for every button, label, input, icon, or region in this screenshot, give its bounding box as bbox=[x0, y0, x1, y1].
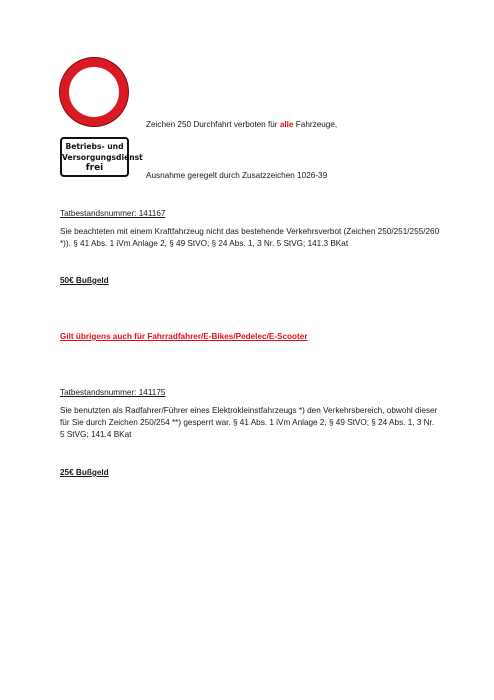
zusatz-line-3: frei bbox=[85, 163, 104, 173]
caption-prefix: Zeichen 250 Durchfahrt verboten für bbox=[146, 120, 280, 129]
offense-2-description: Sie benutzten als Radfahrer/Führer eines Elektrokleinstfahrzeugs *) den Verkehrsbereich, obwohl dieser für Sie durch Zeichen 250/254 **) gesperrt war. § 41 Abs. 1 iVm Anlage 2, § 49 StVO; § 24 Abs. 1, 3 Nr. 5 StVG; 141.4 BKat bbox=[60, 406, 438, 440]
offense-2-fine: 25€ Bußgeld bbox=[60, 468, 109, 477]
supplementary-sign bbox=[60, 137, 143, 177]
sign-250-caption bbox=[146, 119, 337, 131]
bicycle-notice: Gilt übrigens auch für Fahrradfahrer/E-Bikes/Pedelec/E-Scooter bbox=[60, 332, 308, 341]
no-vehicles-sign-icon bbox=[60, 58, 128, 126]
zusatz-line-2: Versorgungsdienst bbox=[62, 152, 143, 162]
caption-highlight: alle bbox=[279, 120, 294, 129]
offense-1-description: Sie beachteten mit einem Kraftfahrzeug nicht das bestehende Verkehrsverbot (Zeichen 250/251/255/260 *)). § 41 Abs. 1 iVm Anlage 2, § 49 StVO; § 24 Abs. 1, 3 Nr. 5 StVG; 141.3 BKat bbox=[60, 227, 440, 249]
offense-1-number: Tatbestandsnummer: 141167 bbox=[60, 209, 166, 218]
zusatz-line-1: Betriebs- und bbox=[65, 142, 124, 151]
offense-1-fine: 50€ Bußgeld bbox=[60, 276, 109, 285]
offense-2-number: Tatbestandsnummer: 141175 bbox=[60, 388, 166, 397]
exception-caption: Ausnahme geregelt durch Zusatzzeichen 1026-39 bbox=[146, 171, 328, 180]
caption-suffix: Fahrzeuge, bbox=[293, 120, 338, 129]
